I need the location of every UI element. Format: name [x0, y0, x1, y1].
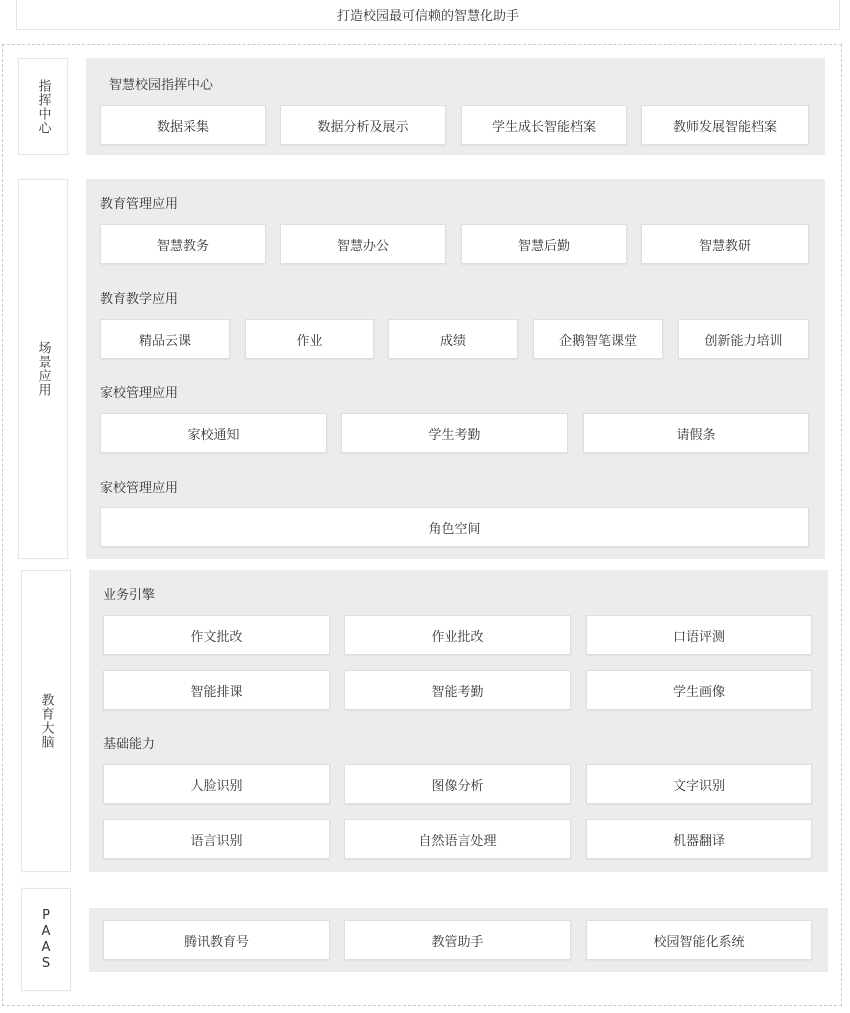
- item-smart-office[interactable]: 智慧办公: [280, 224, 446, 264]
- heading-home-school-1: 家校管理应用: [100, 386, 179, 401]
- item-homework-correction[interactable]: 作业批改: [344, 615, 571, 655]
- side-label-command: [18, 58, 68, 155]
- panel-scenes: [86, 179, 825, 559]
- panel-brain: [89, 570, 828, 872]
- side-label-scenes-text: 场景应用: [35, 341, 51, 397]
- item-oral-assessment[interactable]: 口语评测: [586, 615, 812, 655]
- heading-home-school-2: 家校管理应用: [100, 481, 179, 496]
- item-student-attendance[interactable]: 学生考勤: [341, 413, 568, 453]
- item-role-space[interactable]: 角色空间: [100, 507, 809, 547]
- item-nlp[interactable]: 自然语言处理: [344, 819, 571, 859]
- item-smart-scheduling[interactable]: 智能排课: [103, 670, 330, 710]
- item-speech-recognition[interactable]: 语言识别: [103, 819, 330, 859]
- item-student-profile[interactable]: 学生画像: [586, 670, 812, 710]
- item-premium-cloud-course[interactable]: 精品云课: [100, 319, 230, 359]
- item-smart-logistics[interactable]: 智慧后勤: [461, 224, 627, 264]
- item-homework[interactable]: 作业: [245, 319, 374, 359]
- item-campus-smart-system[interactable]: 校园智能化系统: [586, 920, 812, 960]
- item-data-collection[interactable]: 数据采集: [100, 105, 266, 145]
- item-home-school-notice[interactable]: 家校通知: [100, 413, 327, 453]
- side-label-command-text: 指挥中心: [35, 78, 51, 135]
- heading-edu-teaching: 教育教学应用: [100, 292, 179, 307]
- side-label-paas-text: PAAS: [38, 907, 54, 972]
- item-essay-correction[interactable]: 作文批改: [103, 615, 330, 655]
- heading-business-engine: 业务引擎: [103, 588, 156, 603]
- item-leave-note[interactable]: 请假条: [583, 413, 809, 453]
- side-label-paas: [21, 888, 71, 991]
- item-teacher-dev-archive[interactable]: 教师发展智能档案: [641, 105, 809, 145]
- item-smart-attendance[interactable]: 智能考勤: [344, 670, 571, 710]
- side-label-brain: [21, 570, 71, 872]
- item-edu-management-assistant[interactable]: 教管助手: [344, 920, 571, 960]
- item-grades[interactable]: 成绩: [388, 319, 518, 359]
- item-innovation-training[interactable]: 创新能力培训: [678, 319, 809, 359]
- heading-command: 智慧校园指挥中心: [109, 78, 214, 93]
- panel-command: [86, 58, 825, 155]
- heading-edu-management: 教育管理应用: [100, 197, 179, 212]
- side-label-scenes: [18, 179, 68, 559]
- page-title: 打造校园最可信赖的智慧化助手: [16, 0, 840, 30]
- heading-basic-capability: 基础能力: [103, 737, 156, 752]
- item-text-recognition[interactable]: 文字识别: [586, 764, 812, 804]
- item-data-analysis[interactable]: 数据分析及展示: [280, 105, 446, 145]
- item-student-growth-archive[interactable]: 学生成长智能档案: [461, 105, 627, 145]
- item-penguin-pen-classroom[interactable]: 企鹅智笔课堂: [533, 319, 663, 359]
- panel-paas: [89, 908, 828, 972]
- item-image-analysis[interactable]: 图像分析: [344, 764, 571, 804]
- item-face-recognition[interactable]: 人脸识别: [103, 764, 330, 804]
- item-smart-research[interactable]: 智慧教研: [641, 224, 809, 264]
- item-machine-translation[interactable]: 机器翻译: [586, 819, 812, 859]
- item-tencent-edu[interactable]: 腾讯教育号: [103, 920, 330, 960]
- item-smart-academic[interactable]: 智慧教务: [100, 224, 266, 264]
- side-label-brain-text: 教育大脑: [38, 693, 54, 749]
